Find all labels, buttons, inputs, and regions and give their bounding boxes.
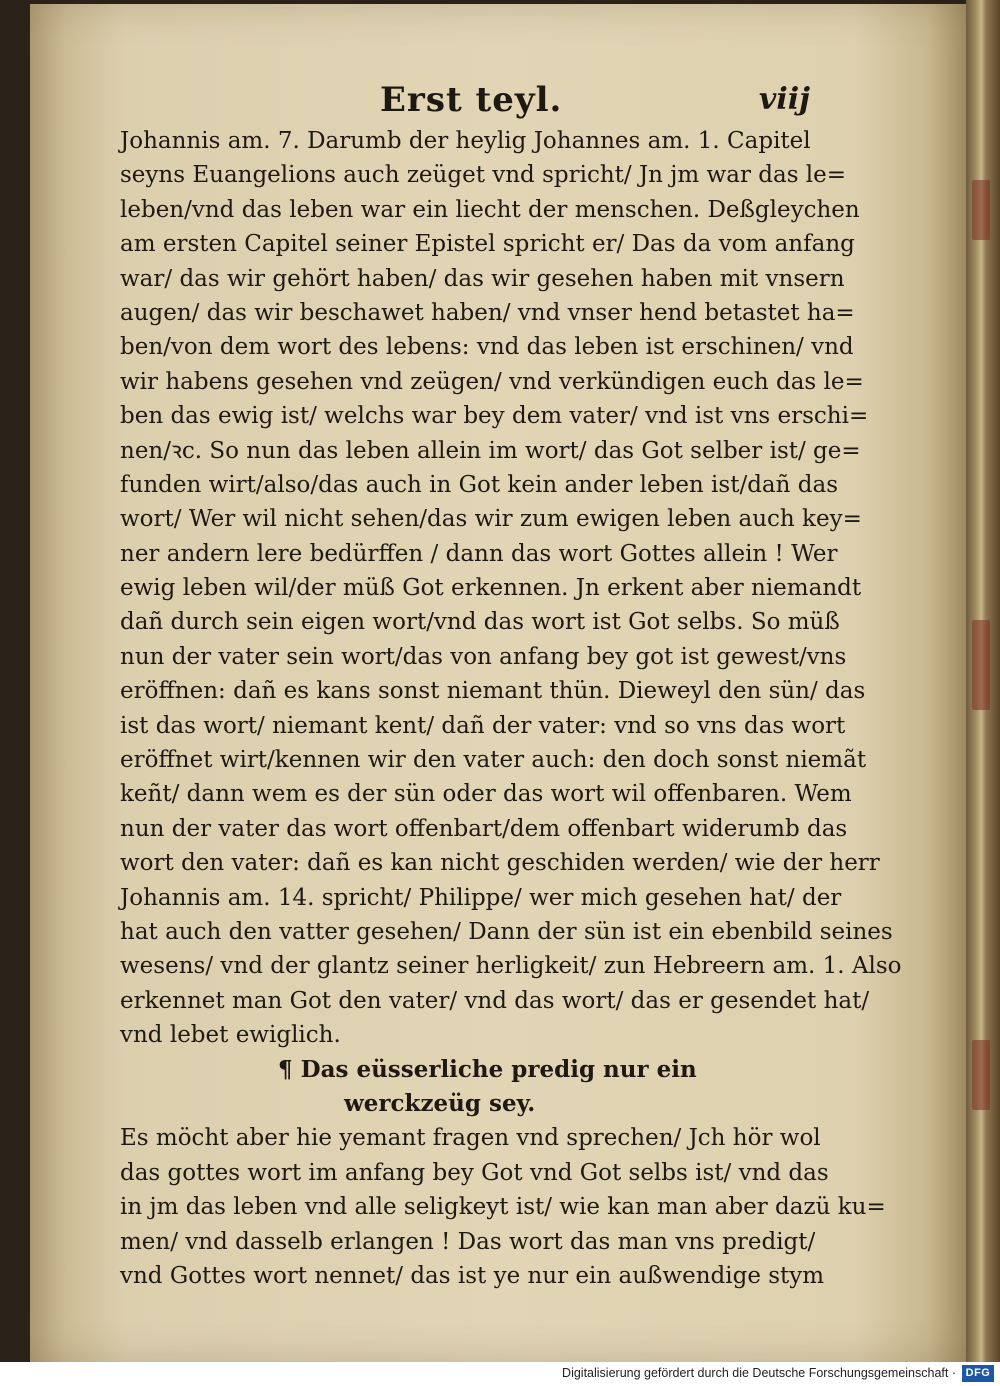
- text-line: men/ vnd dasselb erlangen ! Das wort das man vns predigt/: [120, 1228, 816, 1255]
- text-line: funden wirt/also/das auch in Got kein ander leben ist/dañ das: [120, 471, 838, 498]
- heading-line: werckzeüg sey.: [344, 1089, 536, 1117]
- text-line: ben/von dem wort des lebens: vnd das leben ist erschinen/ vnd: [120, 334, 854, 361]
- text-line: ewig leben wil/der müß Got erkennen. Jn erkent aber niemandt: [120, 575, 862, 602]
- text-line: leben/vnd das leben war ein liecht der menschen. Deßgleychen: [120, 196, 860, 223]
- page-edge-stain: [972, 180, 990, 240]
- text-line: eröffnen: dañ es kans sonst niemant thün. Dieweyl den sün/ das: [120, 678, 866, 705]
- page-text: [120, 124, 902, 1293]
- text-line: nun der vater sein wort/das von anfang bey got ist gewest/vns: [120, 643, 847, 670]
- page-header: [350, 80, 810, 126]
- text-line: wir habens gesehen vnd zeügen/ vnd verkündigen euch das le=: [120, 368, 864, 395]
- page-edge: [966, 0, 1000, 1362]
- text-line: Johannis am. 14. spricht/ Philippe/ wer mich gesehen hat/ der: [120, 884, 842, 911]
- text-line: wort den vater: dañ es kan nicht geschiden werden/ wie der herr: [120, 850, 880, 877]
- text-line: eröffnet wirt/kennen wir den vater auch: den doch sonst niemãt: [120, 747, 867, 774]
- page-edge-stain: [972, 1040, 990, 1110]
- text-line: keñt/ dann wem es der sün oder das wort wil offenbaren. Wem: [120, 781, 852, 808]
- text-line: vnd Gottes wort nennet/ das ist ye nur ein außwendige stym: [120, 1262, 825, 1289]
- paragraph-1: [120, 124, 902, 1053]
- book-page: [30, 4, 966, 1362]
- text-line: dañ durch sein eigen wort/vnd das wort ist Got selbs. So müß: [120, 609, 840, 636]
- text-line: nun der vater das wort offenbart/dem offenbart widerumb das: [120, 815, 848, 842]
- text-line: hat auch den vatter gesehen/ Dann der sün ist ein ebenbild seines: [120, 918, 893, 945]
- section-heading: [120, 1053, 820, 1122]
- text-line: vnd lebet ewiglich.: [120, 1022, 341, 1049]
- text-line: augen/ das wir beschawet haben/ vnd vnser hend betastet ha=: [120, 299, 855, 326]
- text-line: erkennet man Got den vater/ vnd das wort/ das er gesendet hat/: [120, 987, 870, 1014]
- text-line: seyns Euangelions auch zeüget vnd spricht/ Jn jm war das le=: [120, 162, 847, 189]
- footer-bar: [0, 1362, 1000, 1386]
- text-line: wesens/ vnd der glantz seiner herligkeit/ zun Hebreern am. 1. Also: [120, 953, 902, 980]
- text-line: ist das wort/ niemant kent/ dañ der vater: vnd so vns das wort: [120, 712, 846, 739]
- text-line: am ersten Capitel seiner Epistel spricht er/ Das da vom anfang: [120, 231, 855, 258]
- text-line: ben das ewig ist/ welchs war bey dem vater/ vnd ist vns erschi=: [120, 403, 869, 430]
- text-line: Es möcht aber hie yemant fragen vnd sprechen/ Jch hör wol: [120, 1125, 821, 1152]
- folio-number: viij: [758, 82, 810, 117]
- dfg-logo-icon: DFG: [962, 1365, 994, 1382]
- text-line: ner andern lere bedürffen / dann das wort Gottes allein ! Wer: [120, 540, 838, 567]
- page-edge-stain: [972, 620, 990, 710]
- text-line: war/ das wir gehört haben/ das wir gesehen haben mit vnsern: [120, 265, 845, 292]
- text-line: Johannis am. 7. Darumb der heylig Johannes am. 1. Capitel: [120, 128, 811, 154]
- running-title: Erst teyl.: [380, 80, 563, 120]
- heading-line: ¶ Das eüsserliche predig nur ein: [278, 1055, 697, 1083]
- text-line: wort/ Wer wil nicht sehen/das wir zum ewigen leben auch key=: [120, 506, 862, 533]
- paragraph-2: [120, 1121, 886, 1293]
- text-line: in jm das leben vnd alle seligkeyt ist/ wie kan man aber dazü ku=: [120, 1194, 886, 1221]
- funding-credit: Digitalisierung gefördert durch die Deutsche Forschungsgemeinschaft ·: [562, 1366, 956, 1380]
- text-line: das gottes wort im anfang bey Got vnd Got selbs ist/ vnd das: [120, 1159, 829, 1186]
- text-line: nen/ꝛc. So nun das leben allein im wort/ das Got selber ist/ ge=: [120, 437, 861, 464]
